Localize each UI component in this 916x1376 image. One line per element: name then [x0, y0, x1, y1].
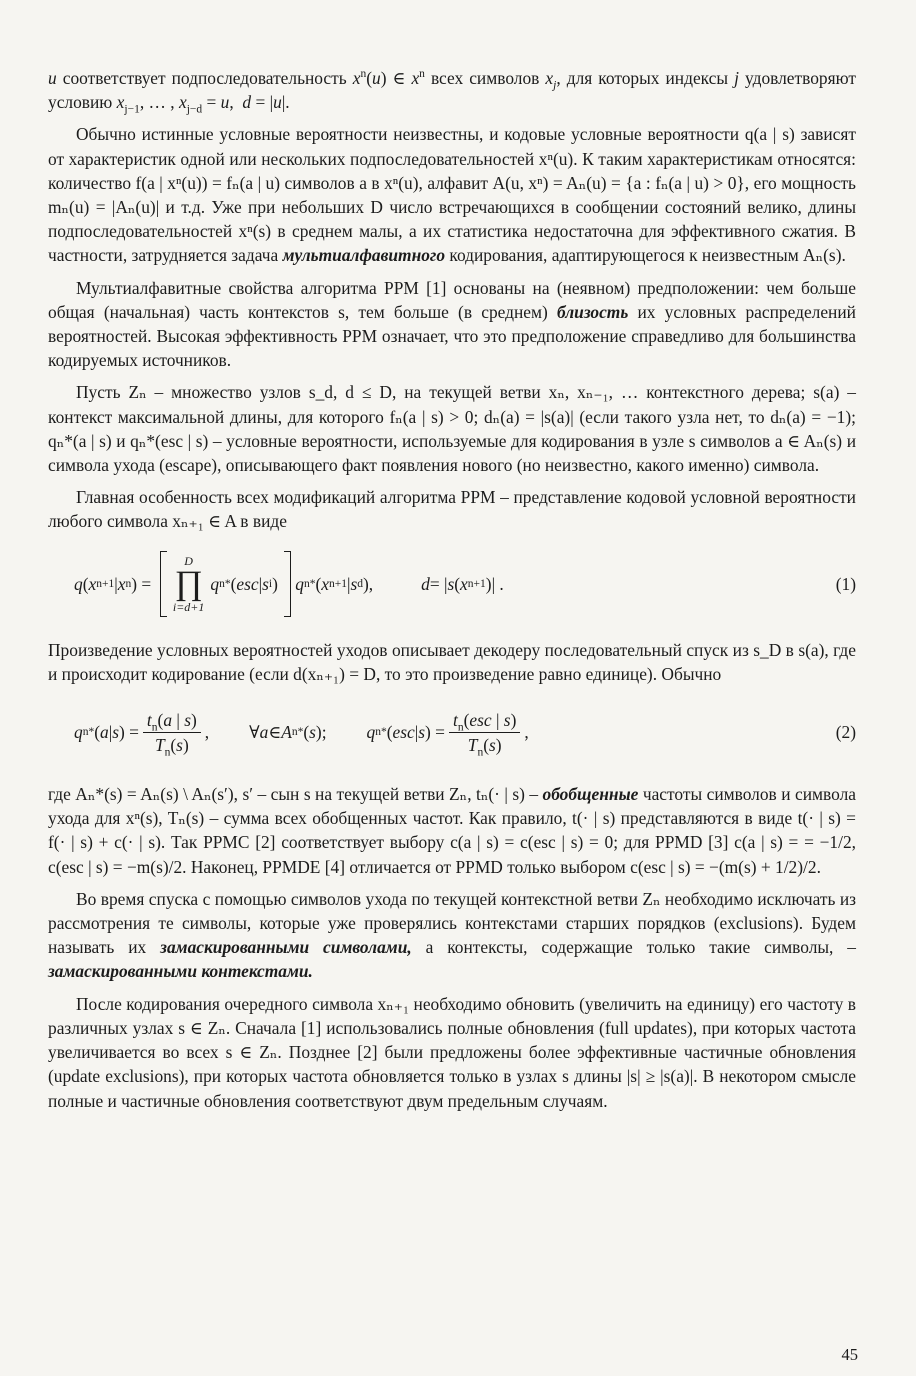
- emphasis-term: обобщенные: [542, 784, 639, 805]
- paragraph-2: Обычно истинные условные вероятности неизвестны, и кодовые условные вероятности q(a | s) зависят от характеристик одной или нескольких подпоследовательностей xⁿ(u). К таким характеристикам относятся: количество f(a | xⁿ(u)) = fₙ(a | u) символов a в xⁿ(u), алфавит A(u, xⁿ) = Aₙ(u) = {a : fₙ(a | u) > 0}, его мощность mₙ(u) = |Aₙ(u)| и т.д. Уже при небольших D число встречающихся в сообщении состояний велико, длины подпоследовательностей xⁿ(s) в среднем малы, а их статистика недостаточна для эффективного сжатия. В частности, затрудняется задача мультиалфавитного кодирования, адаптирующегося к неизвестным Aₙ(s).: [48, 124, 856, 266]
- emphasis-term: замаскированными контекстами.: [48, 961, 313, 982]
- emphasis-term: близость: [556, 301, 629, 322]
- emphasis-term: мультиалфавитного: [282, 245, 446, 266]
- paragraph-1: u соответствует подпоследовательность $x^n(u)$ ∈ $x^n$ всех символов $x_j$, для которых индексы j удовлетворяют условию $x_{j-1}$, … , $x_{j-d} = u$, d = |u|.: [48, 68, 856, 116]
- page-number: 45: [841, 1345, 858, 1364]
- page-body: [48, 66, 856, 1121]
- paragraph-4: Пусть Zₙ – множество узлов s_d, d ≤ D, на текущей ветви xₙ, xₙ₋₁, … контекстного дерева; s(a) – контекст максимальной длины, для которого fₙ(a | s) > 0; dₙ(a) = |s(a)| (если такого узла нет, то dₙ(a) = −1); qₙ*(a | s) и qₙ*(esc | s) – условные вероятности, используемые для кодирования в узле s символов a ∈ Aₙ(s) и символа ухода (escape), описывающего факт появления нового (но неизвестно, какого именно) символа.: [48, 382, 856, 476]
- emphasis-term: замаскированными символами,: [160, 937, 412, 958]
- equation-number: (2): [835, 721, 856, 742]
- paragraph-6: Произведение условных вероятностей уходов описывает декодеру последовательный спуск из s_D в s(a), где и происходит кодирование (если d(xₙ₊₁) = D, то это произведение равно единице). Обычно: [48, 639, 856, 684]
- paragraph-8: Во время спуска с помощью символов ухода по текущей контекстной ветви Zₙ необходимо исключать из рассмотрения те символы, которые уже проверялись контекстами старших порядков (exclusions). Будем называть их замаскированными символами, а контексты, содержащие только такие символы, – замаскированными контекстами.: [48, 888, 856, 982]
- equation-2: q n * ( a | s ) = $\frac{t_n(a | s)}{T_n(s)}$ , ∀ a ∈ A n * ( s ); q n * ( esc | s ) = $\frac{t_n(esc | s)}{T_n(s)}$ , (2): [74, 709, 856, 759]
- paragraph-5: Главная особенность всех модификаций алгоритма PPM – представление кодовой условной вероятности любого символа xₙ₊₁ ∈ A в виде: [48, 487, 856, 532]
- equation-1: q ( x n+1 | x n ) = D ∏ i=d+1 q n * ( esc | s i ) q n * ( x n+1 | s d ), d = | s ( x n+1 )| . (1): [48, 548, 856, 620]
- paragraph-3: Мультиалфавитные свойства алгоритма PPM [1] основаны на (неявном) предположении: чем больше общая (начальная) часть контекстов s, тем больше (в среднем) близость их условных распределений вероятностей. Высокая эффективность PPM означает, что это предположение справедливо для большинства кодируемых источников.: [48, 277, 856, 371]
- paragraph-9: После кодирования очередного символа xₙ₊₁ необходимо обновить (увеличить на единицу) его частоту в различных узлах s ∈ Zₙ. Сначала [1] использовались полные обновления (full updates), при которых частота увеличивается во всех s ∈ Zₙ. Позднее [2] были предложены более эффективные частичные обновления (update exclusions), при которых частота обновляется только в узлах s длины |s| ≥ |s(a)|. В некотором смысле полные и частичные обновления соответствуют двум предельным случаям.: [48, 993, 856, 1111]
- equation-number: (1): [835, 573, 856, 594]
- paragraph-7: где Aₙ*(s) = Aₙ(s) \ Aₙ(s′), s′ – сын s на текущей ветви Zₙ, tₙ(· | s) – обобщенные частоты символов и символа ухода для xⁿ(s), Tₙ(s) – сумма всех обобщенных частот. Как правило, t(· | s) представляются в виде t(· | s) = f(· | s) + c(· | s). Так PPMC [2] соответствует выбору c(a | s) = c(esc | s) = 0; для PPMD [3] c(a | s) = = −1/2, c(esc | s) = −m(s)/2. Наконец, PPMDE [4] отличается от PPMD только выбором c(esc | s) = −(m(s) + 1/2)/2.: [48, 784, 856, 877]
